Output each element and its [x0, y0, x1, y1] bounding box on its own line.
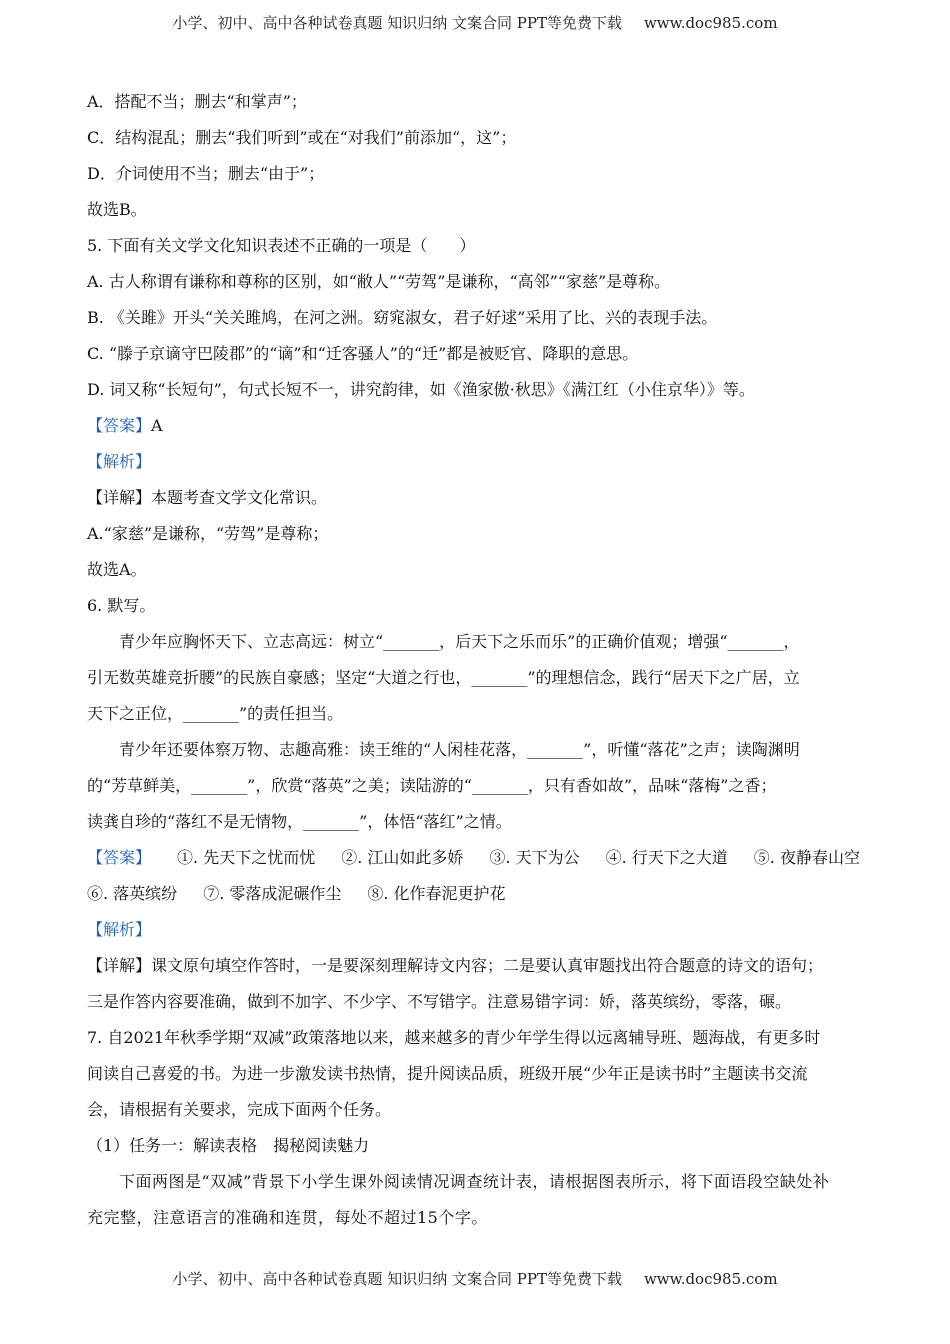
- q5-answer: A: [151, 416, 163, 435]
- q6-answer-item: ⑤. 夜静春山空: [753, 848, 860, 867]
- q5-detail-tag: 【详解】: [87, 488, 152, 507]
- q5-option-a: A. 古人称谓有谦称和尊称的区别，如“敝人”“劳驾”是谦称，“高邻”“家慈”是尊称。: [87, 272, 671, 291]
- q6-p2-line1: 青少年还要体察万物、志趣高雅：读王维的“人闲桂花落，_______”，听懂“落花”之声；读陶渊明: [119, 740, 800, 759]
- q6-p1-line1: 青少年应胸怀天下、立志高远：树立“_______，后天下之乐而乐”的正确价值观；增强“_______，: [119, 632, 800, 651]
- footer-url[interactable]: www.doc985.com: [643, 1270, 778, 1288]
- q6-detail-text: 课文原句填空作答时，一是要深刻理解诗文内容；二是要认真审题找出符合题意的诗文的语句；: [151, 956, 824, 975]
- q7-stem-line2: 间读自己喜爱的书。为进一步激发读书热情，提升阅读品质，班级开展“少年正是读书时”主题读书交流: [87, 1064, 808, 1083]
- q6-analysis-line: [87, 912, 877, 948]
- q6-detail-tag: 【详解】: [87, 956, 152, 975]
- q5-option-c: C. “滕子京谪守巴陵郡”的“谪”和“迁客骚人”的“迁”都是被贬官、降职的意思。: [87, 344, 639, 363]
- document-body: [87, 84, 877, 1236]
- q7-task1-line2: 充完整，注意语言的准确和连贯，每处不超过15个字。: [87, 1208, 488, 1227]
- footer-title: 小学、初中、高中各种试卷真题 知识归纳 文案合同 PPT等免费下载: [172, 1270, 622, 1288]
- q4-conclusion: 故选B。: [87, 200, 147, 219]
- q6-p1-line2: 引无数英雄竞折腰”的民族自豪感；坚定“大道之行也，_______”的理想信念，践行“居天下之广居，立: [87, 668, 800, 687]
- q6-answer-item: ⑥. 落英缤纷: [87, 884, 178, 903]
- q5-detail-line: [87, 480, 877, 516]
- q5-answer-tag: 【答案】: [87, 416, 152, 435]
- page-footer: [0, 1268, 950, 1289]
- q4-option-c: C．结构混乱；删去“我们听到”或在“对我们”前添加“，这”；: [87, 128, 517, 147]
- q6-answer-item: ⑧. 化作春泥更护花: [367, 884, 506, 903]
- q6-p2-line2: 的“芳草鲜美，_______”，欣赏“落英”之美；读陆游的“_______，只有香如故”，品味“落梅”之香；: [87, 776, 777, 795]
- q4-option-d: D．介词使用不当；删去“由于”；: [87, 164, 325, 183]
- q5-option-b: B. 《关雎》开头“关关雎鸠，在河之洲。窈窕淑女，君子好逑”采用了比、兴的表现手法。: [87, 308, 718, 327]
- page-header: [0, 12, 950, 33]
- q5-stem: 5. 下面有关文学文化知识表述不正确的一项是（ ）: [87, 236, 476, 255]
- q7-task1-line1: 下面两图是“双减”背景下小学生课外阅读情况调查统计表，请根据图表所示，将下面语段空缺处补: [119, 1172, 830, 1191]
- q4-option-a: A．搭配不当；删去“和掌声”；: [87, 92, 307, 111]
- q6-answer-tag: 【答案】: [87, 848, 152, 867]
- q6-detail-line2: 三是作答内容要准确，做到不加字、不少字、不写错字。注意易错字词：娇，落英缤纷，零落，碾。: [87, 992, 792, 1011]
- q6-answer-item: ①. 先天下之忧而忧: [177, 848, 316, 867]
- q6-answer-item: ④. 行天下之大道: [605, 848, 728, 867]
- q5-option-d: D. 词又称“长短句”，句式长短不一，讲究韵律，如《渔家傲·秋思》《满江红（小住京华）》等。: [87, 380, 755, 399]
- q6-p2-line3: 读龚自珍的“落红不是无情物，_______”，体悟“落红”之情。: [87, 812, 512, 831]
- q6-detail-line1: [87, 948, 877, 984]
- q5-detail: 本题考查文学文化常识。: [151, 488, 328, 507]
- q6-stem: 6. 默写。: [87, 596, 156, 615]
- q5-detail-a: A.“家慈”是谦称，“劳驾”是尊称；: [87, 524, 329, 543]
- q5-analysis-tag: 【解析】: [87, 452, 152, 471]
- q7-stem-line1: 7. 自2021年秋季学期“双减”政策落地以来，越来越多的青少年学生得以远离辅导班、题海战，有更多时: [87, 1028, 821, 1047]
- q6-p1-line3: 天下之正位，_______”的责任担当。: [87, 704, 344, 723]
- q6-answer-item: ②. 江山如此多娇: [341, 848, 464, 867]
- q6-answer-item: ⑦. 零落成泥碾作尘: [203, 884, 342, 903]
- header-url[interactable]: www.doc985.com: [643, 14, 778, 32]
- q6-answer-line1: [87, 840, 877, 876]
- q5-answer-line: [87, 408, 877, 444]
- q7-task1-heading: （1）任务一：解读表格 揭秘阅读魅力: [87, 1136, 370, 1155]
- q7-stem-line3: 会，请根据有关要求，完成下面两个任务。: [87, 1100, 392, 1119]
- q6-answer-item: ③. 天下为公: [489, 848, 580, 867]
- q6-analysis-tag: 【解析】: [87, 920, 152, 939]
- q5-conclusion: 故选A。: [87, 560, 147, 579]
- q6-answer-line2: [87, 876, 877, 912]
- q5-analysis-line: [87, 444, 877, 480]
- header-title: 小学、初中、高中各种试卷真题 知识归纳 文案合同 PPT等免费下载: [172, 14, 622, 32]
